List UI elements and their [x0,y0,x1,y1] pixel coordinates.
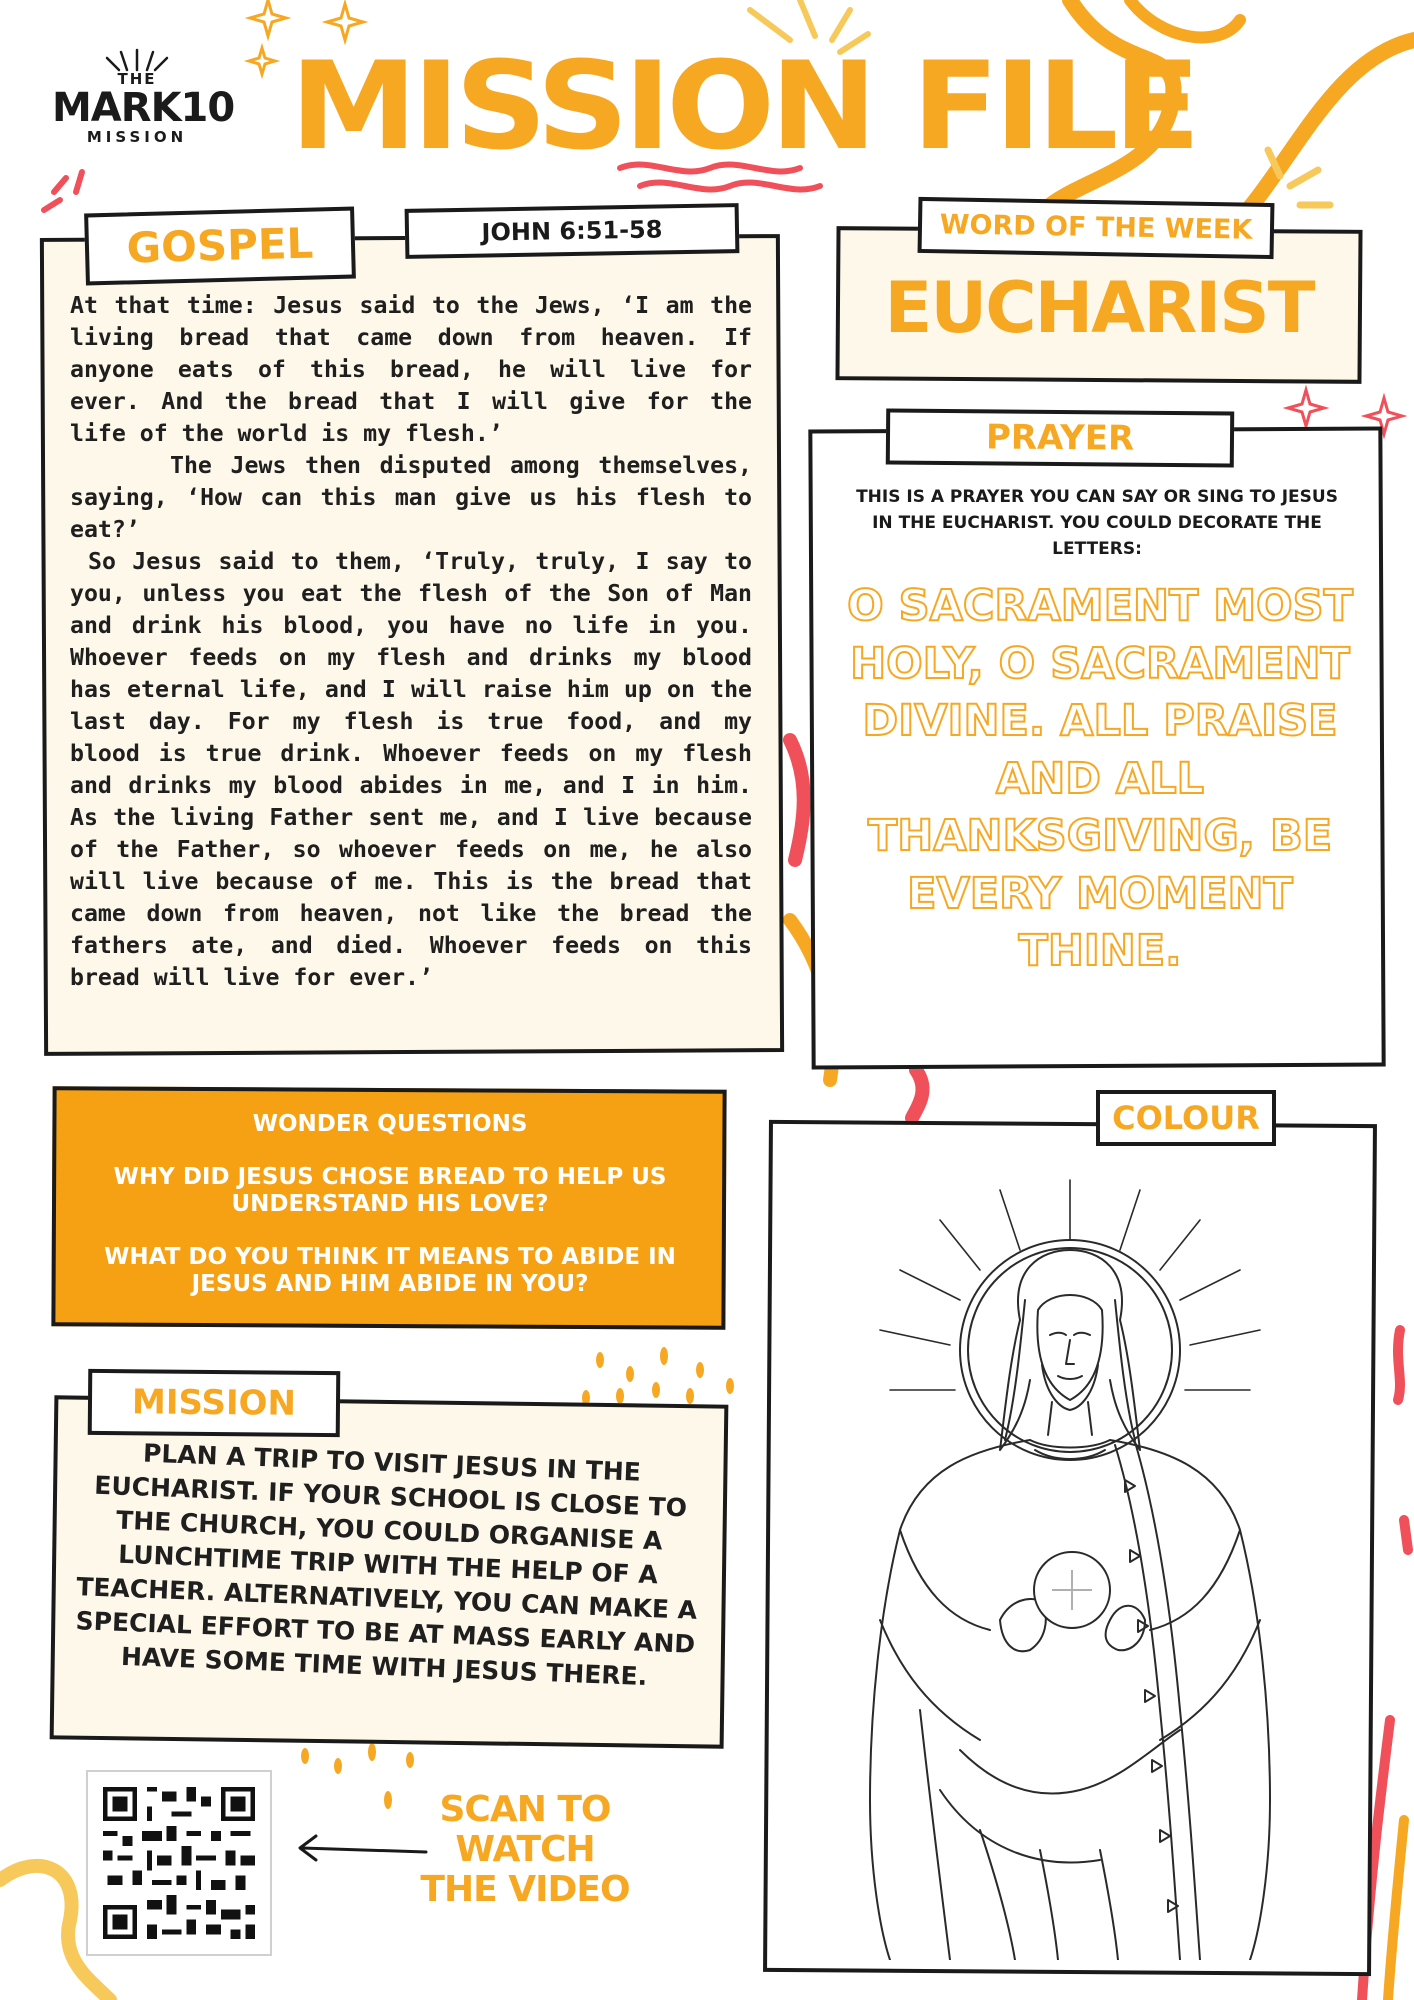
colour-heading: COLOUR [1096,1090,1276,1146]
scan-line-3: THE VIDEO [420,1869,630,1910]
sunburst-icon [97,46,177,72]
brand-logo [52,46,235,166]
mission-heading: MISSION [88,1369,341,1437]
gospel-paragraph-1: At that time: Jesus said to the Jews, ‘I am the living bread that came down from heaven. If anyone eats of this bread, he will live for ever. And the bread that I will give for the life of the world is my flesh.’ [70,292,752,447]
prayer-text: O SACRAMENT MOST HOLY, O SACRAMENT DIVINE. ALL PRAISE AND ALL THANKSGIVING, BE EVERY MOMENT THINE. [847,581,1353,976]
word-of-week-heading: WORD OF THE WEEK [918,197,1275,259]
logo-mission: MISSION [86,128,188,146]
scan-to-watch-label [400,1790,650,1920]
logo-mark10: MARK10 [52,85,235,131]
prayer-heading: PRAYER [886,408,1234,467]
gospel-paragraph-2: The Jews then disputed among themselves, saying, ‘How can this man give us his flesh to eat?’ [70,452,752,543]
scan-line-2: WATCH [455,1829,595,1870]
mission-text: PLAN A TRIP TO VISIT JESUS IN THE EUCHARIST. IF YOUR SCHOOL IS CLOSE TO THE CHURCH, YOU COULD ORGANISE A LUNCHTIME TRIP WITH THE HELP OF A TEACHER. ALTERNATIVELY, YOU CAN MAKE A SPECIAL EFFORT TO BE AT MASS EARLY AND HAVE SOME TIME WITH JESUS THERE. [75,1438,698,1692]
qr-code-icon[interactable] [86,1770,272,1956]
gospel-paragraph-3: So Jesus said to them, ‘Truly, truly, I say to you, unless you eat the flesh of the Son of Man and drink his blood, you have no life in you. Whoever feeds on my flesh and drinks my blood has eternal life, and I will raise him up on the last day. For my flesh is true food, and my blood is true drink. Whoever feeds on my flesh and drinks my blood abides in me, and I in him. As the living Father sent me, and I live because of the Father, so whoever feeds on me, he also will live because of me. This is the bread that came down from heaven, not like the bread the fathers ate, and died. Whoever feeds on this bread will live for ever.’ [70,548,752,991]
gospel-heading: GOSPEL [84,206,356,285]
wonder-question-1: WHY DID JESUS CHOSE BREAD TO HELP US UNDERSTAND HIS LOVE? [113,1164,667,1217]
wonder-heading: WONDER QUESTIONS [252,1111,528,1137]
prayer-intro: THIS IS A PRAYER YOU CAN SAY OR SING TO JESUS IN THE EUCHARIST. YOU COULD DECORATE THE LETTERS: [856,487,1338,559]
scan-line-1: SCAN TO [439,1789,611,1830]
gospel-reference: JOHN 6:51-58 [405,203,740,259]
logo-the: THE [117,70,157,88]
word-of-week: EUCHARIST [884,267,1314,349]
wonder-question-2: WHAT DO YOU THINK IT MEANS TO ABIDE IN JESUS AND HIM ABIDE IN YOU? [104,1244,676,1297]
page-title: MISSION FILE [290,35,1196,178]
jesus-colouring-illustration [780,1150,1360,1960]
eucharist-host-icon [1034,1552,1110,1628]
gospel-text [70,290,752,1030]
